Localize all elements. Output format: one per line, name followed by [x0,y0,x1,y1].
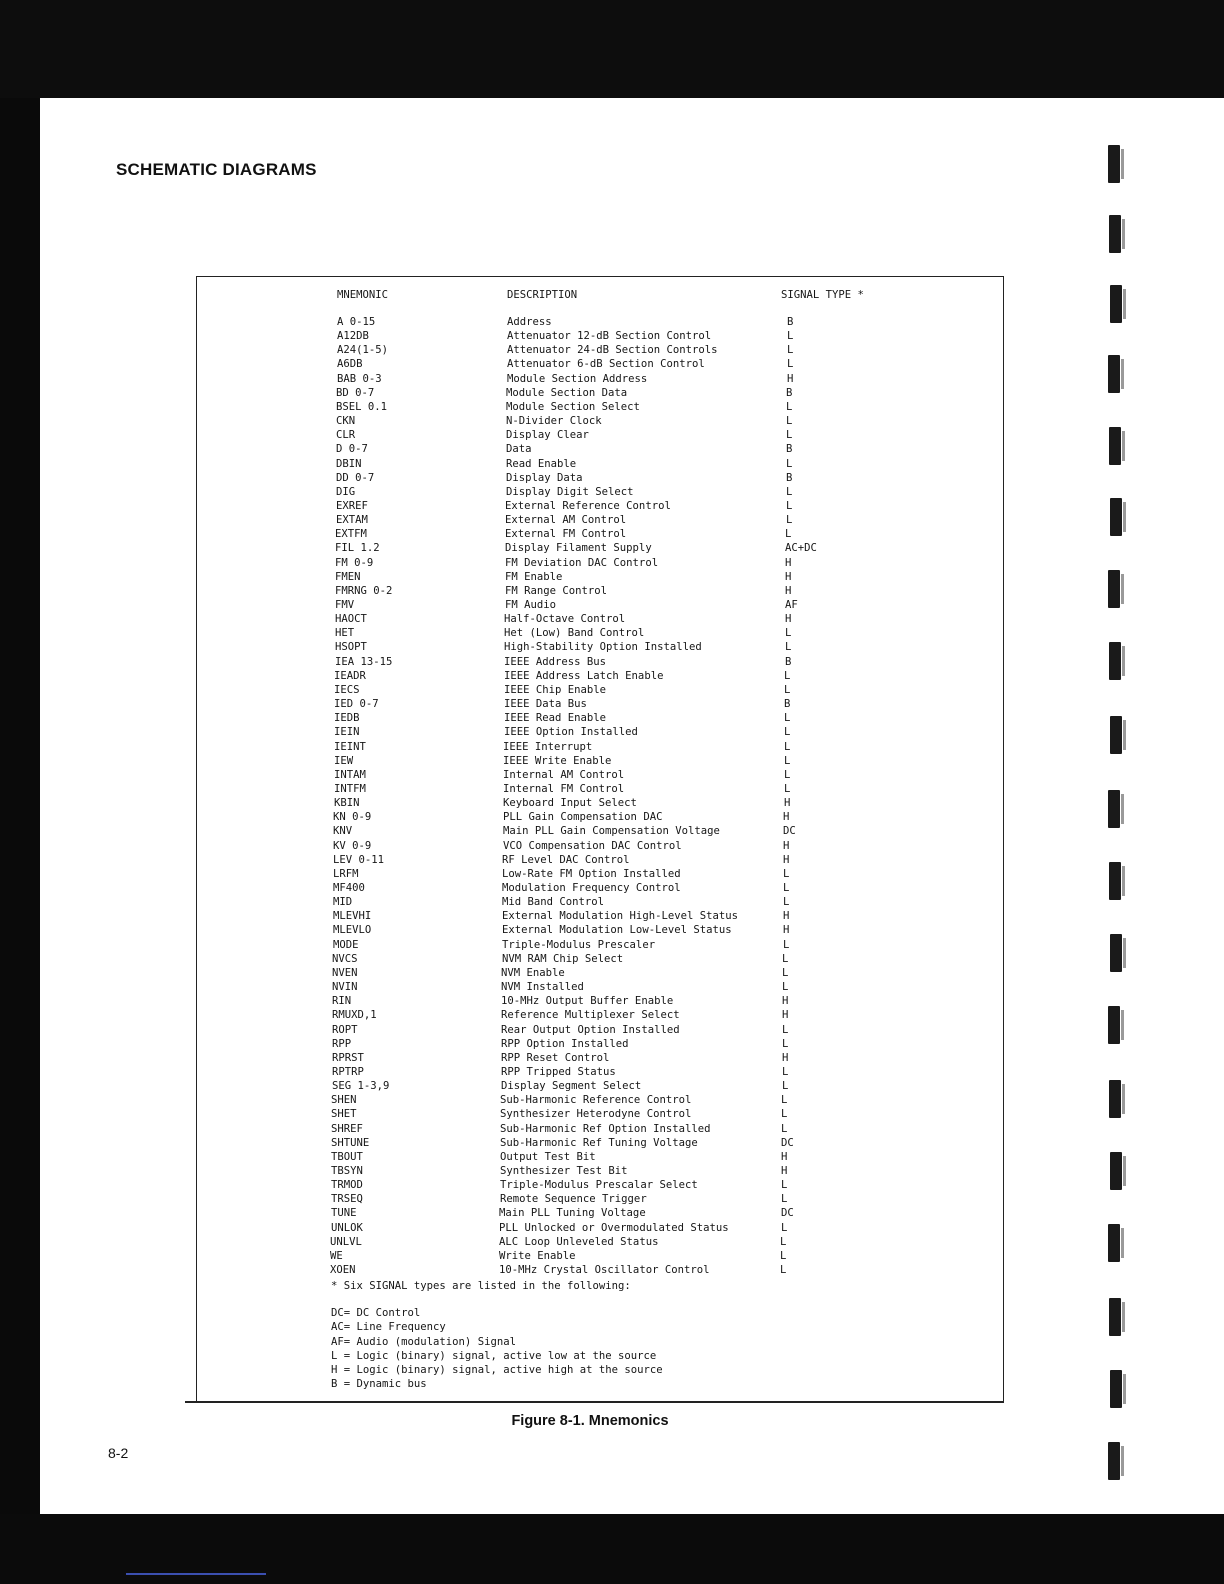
binder-tab-marks [1104,0,1134,1584]
signal-type-cell: L [786,457,793,470]
section-title: SCHEMATIC DIAGRAMS [116,160,317,179]
mnemonic-cell: DBIN [336,457,362,470]
signal-type-cell: L [782,1065,789,1078]
description-cell: IEEE Data Bus [504,698,587,711]
figure-caption: Figure 8-1. Mnemonics [511,1413,669,1429]
signal-type-cell: L [786,415,793,428]
mnemonic-cell: IEW [334,754,354,767]
binder-tab-mark [1109,427,1121,465]
description-cell: Triple-Modulus Prescaler [502,938,656,951]
mnemonic-cell: MF400 [333,882,365,894]
frame-foot-line [185,1401,197,1403]
binder-tab-mark [1109,1080,1121,1118]
mnemonic-cell: A24(1-5) [337,344,389,357]
description-cell: IEEE Chip Enable [504,683,607,696]
legend-item: L = Logic (binary) signal, active low at the source [331,1349,657,1362]
signal-type-cell: B [784,698,791,711]
signal-type-cell: B [786,386,793,399]
signal-type-cell: L [784,669,791,682]
signal-type-cell: H [781,1150,788,1163]
description-cell: Half-Octave Control [504,613,626,626]
mnemonic-cell: NVCS [332,952,358,965]
description-cell: IEEE Read Enable [504,712,607,725]
binder-tab-mark [1108,1224,1120,1262]
mnemonic-cell: INTAM [334,768,366,781]
signal-type-cell: L [784,712,791,725]
signal-type-cell: L [784,740,791,753]
signal-type-cell: L [787,344,794,357]
page-number: 8-2 [108,1445,129,1461]
binder-tab-mark [1110,498,1122,536]
column-header-signal-type: SIGNAL TYPE * [781,289,864,301]
signal-type-cell: H [787,372,794,385]
description-cell: Triple-Modulus Prescalar Select [500,1179,698,1192]
binder-tab-mark [1110,934,1122,972]
signal-type-cell: H [783,839,790,852]
mnemonic-cell: IEDB [334,712,360,725]
mnemonic-cell: IECS [334,683,360,696]
description-cell: VCO Compensation DAC Control [503,839,682,852]
mnemonic-cell: TRSEQ [331,1193,363,1206]
description-cell: Write Enable [499,1249,576,1262]
signal-types-note: * Six SIGNAL types are listed in the following: [331,1280,631,1292]
signal-type-cell: H [783,910,790,923]
signal-type-cell: L [781,1221,788,1234]
mnemonic-cell: LEV 0-11 [333,853,385,866]
signal-type-cell: L [781,1094,788,1107]
signal-type-cell: L [781,1193,788,1206]
mnemonic-cell: UNLOK [331,1221,363,1234]
signal-type-cell: L [786,514,793,527]
mnemonic-cell: FM 0-9 [335,556,374,569]
description-cell: IEEE Interrupt [503,740,593,753]
signal-type-cell: L [782,966,789,979]
mnemonic-cell: MLEVLO [333,924,372,937]
description-cell: Attenuator 24-dB Section Controls [507,344,718,357]
description-cell: Display Data [506,471,583,484]
signal-type-cell: B [786,443,793,456]
description-cell: FM Enable [505,570,563,583]
mnemonic-cell: UNLVL [330,1235,362,1248]
description-cell: Main PLL Gain Compensation Voltage [503,825,720,838]
description-cell: Low-Rate FM Option Installed [502,867,681,880]
mnemonic-cell: SHTUNE [331,1136,370,1149]
description-cell: IEEE Write Enable [503,754,612,767]
binder-tab-mark [1108,1006,1120,1044]
description-cell: Internal AM Control [503,768,625,781]
description-cell: 10-MHz Crystal Oscillator Control [499,1264,710,1277]
description-cell: NVM RAM Chip Select [502,952,624,965]
mnemonic-cell: FIL 1.2 [335,542,380,555]
mnemonic-cell: A 0-15 [337,316,376,328]
legend-item: B = Dynamic bus [331,1378,427,1391]
mnemonic-cell: KBIN [334,797,360,810]
signal-type-cell: L [783,938,790,951]
signal-type-cell: L [781,1179,788,1192]
column-header-mnemonic: MNEMONIC [337,289,389,301]
binder-tab-mark [1109,642,1121,680]
description-cell: Remote Sequence Trigger [500,1193,647,1206]
mnemonic-cell: RPP [332,1037,352,1050]
description-cell: RPP Reset Control [501,1051,610,1064]
mnemonic-cell: EXTFM [335,528,367,541]
signal-type-cell: L [781,1108,788,1121]
description-cell: N-Divider Clock [506,415,602,428]
description-cell: External AM Control [505,514,627,527]
mnemonic-cell: A12DB [337,330,369,343]
mnemonic-cell: HAOCT [335,613,367,626]
description-cell: Rear Output Option Installed [501,1023,680,1036]
description-cell: Modulation Frequency Control [502,882,681,894]
binder-tab-mark [1110,1370,1122,1408]
signal-type-cell: L [780,1264,787,1277]
signal-type-cell: DC [781,1207,794,1220]
legend-item: AF= Audio (modulation) Signal [331,1335,516,1348]
binder-tab-mark [1108,790,1120,828]
signal-type-cell: H [781,1165,788,1177]
description-cell: Sub-Harmonic Ref Tuning Voltage [500,1136,698,1149]
binder-tab-mark [1109,862,1121,900]
bottom-link-bar[interactable] [126,1573,266,1575]
signal-type-cell: H [785,556,792,569]
mnemonic-cell: A6DB [337,358,363,371]
binder-tab-mark [1108,145,1120,183]
description-cell: Keyboard Input Select [503,797,637,810]
description-cell: PLL Gain Compensation DAC [503,811,663,824]
mnemonic-cell: HSOPT [335,641,367,654]
mnemonic-cell: SEG 1-3,9 [332,1080,390,1093]
signal-type-cell: H [784,797,791,810]
legend-item: H = Logic (binary) signal, active high at the source [331,1364,663,1377]
signal-type-cell: L [784,782,791,795]
scan-left-border [0,98,40,1514]
mnemonic-cell: DIG [336,485,356,498]
description-cell: RPP Tripped Status [501,1065,616,1078]
signal-type-cell: L [787,330,794,343]
description-cell: NVM Installed [501,981,584,994]
description-cell: NVM Enable [501,966,565,979]
mnemonic-cell: IEINT [334,740,366,753]
signal-type-cell: B [786,471,793,484]
signal-type-cell: L [780,1249,787,1262]
description-cell: Internal FM Control [503,782,625,795]
binder-tab-mark [1108,570,1120,608]
signal-type-cell: AF [785,599,798,611]
page-right-margin [1142,98,1224,1514]
signal-type-cell: L [780,1235,787,1248]
mnemonic-cell: FMRNG 0-2 [335,584,393,597]
mnemonic-cell: BD 0-7 [336,386,375,399]
description-cell: PLL Unlocked or Overmodulated Status [499,1221,729,1234]
mnemonic-cell: CLR [336,429,356,442]
mnemonic-cell: MODE [333,938,359,951]
signal-type-cell: L [785,528,792,541]
signal-type-cell: H [782,1051,789,1064]
signal-type-cell: DC [783,825,796,838]
mnemonic-cell: TBOUT [331,1150,363,1163]
mnemonic-cell: NVIN [332,981,358,994]
description-cell: IEEE Option Installed [504,726,638,739]
mnemonic-cell: D 0-7 [336,443,368,456]
signal-type-cell: L [786,400,793,413]
signal-type-cell: L [785,627,792,640]
description-cell: Read Enable [506,457,577,470]
description-cell: RF Level DAC Control [502,853,630,866]
signal-type-legend [331,1307,663,1393]
signal-type-cell: H [783,924,790,937]
mnemonic-cell: KV 0-9 [333,839,372,852]
description-cell: Attenuator 12-dB Section Control [507,330,712,343]
description-cell: Module Section Address [507,372,648,385]
description-cell: External Reference Control [505,499,671,512]
signal-type-cell: L [783,896,790,909]
mnemonic-cell: FMV [335,599,355,611]
description-cell: Display Clear [506,429,589,442]
description-cell: Sub-Harmonic Reference Control [500,1094,692,1107]
mnemonic-cell: SHET [331,1108,357,1121]
signal-type-cell: L [785,641,792,654]
signal-type-cell: AC+DC [785,542,817,555]
signal-type-cell: H [783,853,790,866]
description-cell: Het (Low) Band Control [504,627,645,640]
mnemonic-cell: EXTAM [336,514,368,527]
signal-type-cell: L [782,1037,789,1050]
signal-type-cell: B [787,316,794,328]
mnemonic-cell: TRMOD [331,1179,363,1192]
mnemonic-cell: INTFM [334,782,366,795]
description-cell: Attenuator 6-dB Section Control [507,358,705,371]
description-cell: Main PLL Tuning Voltage [499,1207,646,1220]
legend-item: DC= DC Control [331,1307,421,1319]
mnemonic-cell: TBSYN [331,1165,363,1177]
mnemonic-cell: RPRST [332,1051,364,1064]
binder-tab-mark [1109,215,1121,253]
mnemonic-cell: WE [330,1249,343,1262]
description-cell: Mid Band Control [502,896,605,909]
mnemonic-cell: RIN [332,995,352,1008]
signal-type-cell: H [785,584,792,597]
description-cell: FM Deviation DAC Control [505,556,659,569]
description-cell: Display Segment Select [501,1080,642,1093]
mnemonic-cell: KNV [333,825,353,838]
signal-type-cell: H [782,995,789,1008]
signal-type-cell: L [786,429,793,442]
mnemonic-cell: LRFM [333,867,359,880]
signal-type-cell: L [781,1122,788,1135]
description-cell: Display Digit Select [506,485,634,498]
mnemonic-cell: BAB 0-3 [337,372,382,385]
description-cell: Reference Multiplexer Select [501,1009,680,1022]
signal-type-cell: L [784,683,791,696]
binder-tab-mark [1110,716,1122,754]
description-cell: Data [506,443,532,456]
mnemonic-cell: RPTRP [332,1065,364,1078]
signal-type-cell: L [783,882,790,894]
description-cell: External Modulation Low-Level Status [502,924,732,937]
description-cell: 10-MHz Output Buffer Enable [501,995,674,1008]
signal-type-cell: DC [781,1136,794,1149]
signal-type-cell: L [784,754,791,767]
signal-type-cell: L [786,485,793,498]
mnemonic-cell: BSEL 0.1 [336,400,388,413]
signal-type-cell: H [785,613,792,626]
signal-type-cell: L [782,1023,789,1036]
mnemonic-cell: IEA 13-15 [335,655,393,668]
description-cell: Address [507,316,552,328]
description-cell: Sub-Harmonic Ref Option Installed [500,1122,711,1135]
binder-tab-mark [1110,1152,1122,1190]
description-cell: High-Stability Option Installed [504,641,702,654]
description-cell: Module Section Data [506,386,628,399]
mnemonic-cell: SHREF [331,1122,363,1135]
mnemonic-cell: XOEN [330,1264,356,1277]
signal-type-cell: H [783,811,790,824]
description-cell: Module Section Select [506,400,640,413]
description-cell: FM Range Control [505,584,608,597]
description-cell: Synthesizer Heterodyne Control [500,1108,692,1121]
signal-type-cell: L [782,952,789,965]
binder-tab-mark [1108,1442,1120,1480]
signal-type-cell: L [786,499,793,512]
mnemonic-cell: MID [333,896,353,909]
signal-type-cell: L [783,867,790,880]
signal-type-cell: H [782,1009,789,1022]
mnemonic-cell: TUNE [331,1207,357,1220]
mnemonic-cell: DD 0-7 [336,471,375,484]
mnemonic-cell: KN 0-9 [333,811,372,824]
description-cell: Display Filament Supply [505,542,652,555]
legend-item: AC= Line Frequency [331,1321,446,1334]
description-cell: RPP Option Installed [501,1037,629,1050]
mnemonic-cell: HET [335,627,355,640]
description-cell: Synthesizer Test Bit [500,1165,628,1177]
description-cell: FM Audio [505,599,557,611]
signal-type-cell: L [784,726,791,739]
description-cell: External FM Control [505,528,627,541]
signal-type-cell: H [785,570,792,583]
description-cell: IEEE Address Latch Enable [504,669,664,682]
binder-tab-mark [1108,355,1120,393]
binder-tab-mark [1109,1298,1121,1336]
mnemonic-cell: SHEN [331,1094,357,1107]
mnemonic-cell: IED 0-7 [334,698,379,711]
signal-type-cell: L [782,1080,789,1093]
signal-type-cell: L [782,981,789,994]
mnemonic-cell: EXREF [336,499,368,512]
mnemonic-cell: RMUXD,1 [332,1009,377,1022]
mnemonic-cell: NVEN [332,966,358,979]
scan-top-border [0,0,1224,100]
signal-type-cell: L [787,358,794,371]
column-header-description: DESCRIPTION [507,289,578,301]
mnemonic-cell: MLEVHI [333,910,372,923]
mnemonic-cell: ROPT [332,1023,358,1036]
description-cell: Output Test Bit [500,1150,596,1163]
binder-tab-mark [1110,285,1122,323]
mnemonic-cell: CKN [336,415,356,428]
mnemonic-cell: FMEN [335,570,361,583]
signal-type-cell: B [785,655,792,668]
signal-type-cell: L [784,768,791,781]
description-cell: IEEE Address Bus [504,655,607,668]
mnemonic-cell: IEADR [334,669,366,682]
mnemonic-cell: IEIN [334,726,360,739]
description-cell: External Modulation High-Level Status [502,910,738,923]
description-cell: ALC Loop Unleveled Status [499,1235,659,1248]
